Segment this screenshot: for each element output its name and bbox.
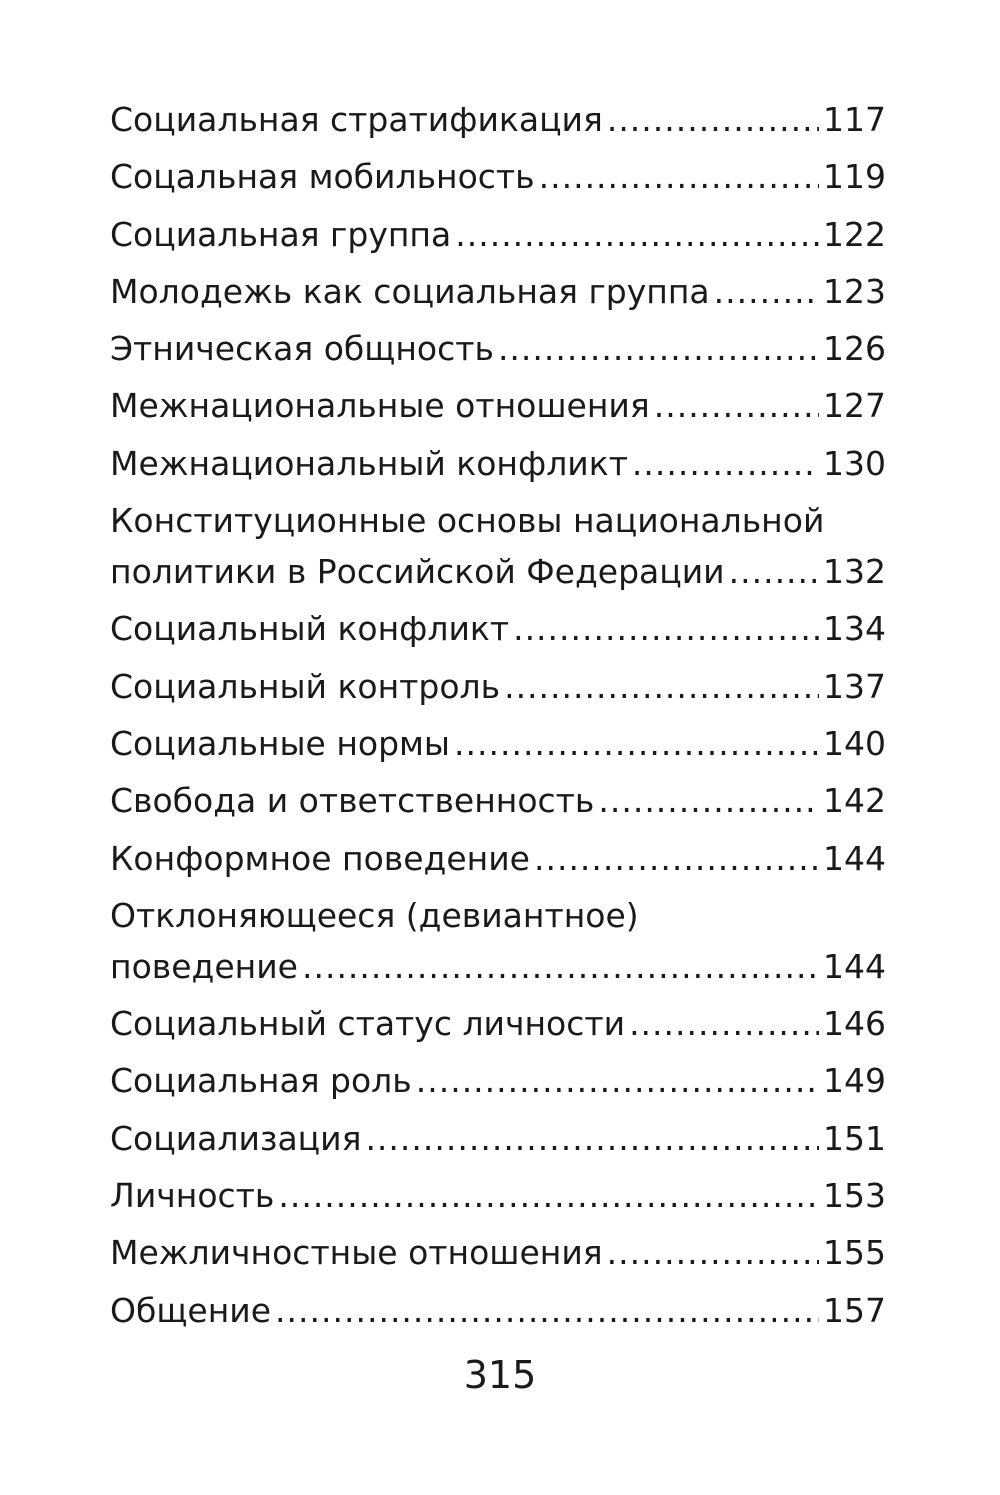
dot-leader xyxy=(607,94,819,145)
dot-leader xyxy=(454,718,819,769)
toc-entry-page: 127 xyxy=(823,386,886,426)
toc-entry xyxy=(110,1113,886,1164)
toc-entry-page: 122 xyxy=(823,214,886,254)
toc-entry-page: 149 xyxy=(823,1061,886,1101)
toc-entry-title-line-2: политики в Российской Федерации xyxy=(110,552,725,592)
dot-leader xyxy=(729,546,819,597)
toc-entry xyxy=(110,380,886,431)
toc-entry-page: 140 xyxy=(823,723,886,763)
dot-leader xyxy=(607,1227,819,1278)
toc-entry-page: 146 xyxy=(823,1004,886,1044)
dot-leader xyxy=(654,380,819,431)
toc-entry-title-line-2: поведение xyxy=(110,946,298,986)
dot-leader xyxy=(513,603,819,654)
page-number: 315 xyxy=(463,1353,537,1397)
toc-entry xyxy=(110,1055,886,1106)
toc-entry-page: 117 xyxy=(823,100,886,139)
toc-entry-page: 144 xyxy=(823,946,886,986)
dot-leader xyxy=(416,1055,819,1106)
toc-entry xyxy=(110,718,886,769)
toc-entry xyxy=(110,890,886,992)
dot-leader xyxy=(534,833,819,884)
toc-entry-page: 126 xyxy=(823,329,886,369)
toc-entry xyxy=(110,998,886,1049)
toc-entry xyxy=(110,833,886,884)
toc-entry-title: Социальная группа xyxy=(110,214,452,254)
toc-entry-title: Конформное поведение xyxy=(110,838,530,878)
dot-leader xyxy=(629,998,819,1049)
toc-entry-last-line xyxy=(110,941,886,992)
dot-leader xyxy=(302,941,819,992)
toc-entry-title: Социальные нормы xyxy=(110,723,450,763)
toc-entry xyxy=(110,323,886,374)
toc-entry xyxy=(110,94,886,145)
toc-entry xyxy=(110,495,886,597)
dot-leader xyxy=(598,775,819,826)
toc-entry xyxy=(110,266,886,317)
dot-leader xyxy=(539,151,819,202)
toc-entry-title: Социальный контроль xyxy=(110,666,501,706)
toc-entry-title: Межличностные отношения xyxy=(110,1233,603,1273)
toc-entry-title-line-1: Конституционные основы национальной xyxy=(110,501,825,541)
toc-entry-title: Соцальная мобильность xyxy=(110,157,535,197)
toc-entry-page: 151 xyxy=(823,1118,886,1158)
toc-entry xyxy=(110,151,886,202)
table-of-contents xyxy=(110,94,886,1342)
dot-leader xyxy=(455,209,819,260)
toc-entry xyxy=(110,438,886,489)
toc-entry xyxy=(110,661,886,712)
toc-entry-page: 123 xyxy=(823,271,886,311)
toc-entry-page: 142 xyxy=(823,781,886,821)
toc-entry xyxy=(110,775,886,826)
dot-leader xyxy=(632,438,819,489)
toc-entry xyxy=(110,1285,886,1336)
toc-entry xyxy=(110,209,886,260)
toc-entry-title: Общение xyxy=(110,1290,272,1330)
dot-leader xyxy=(504,661,819,712)
toc-entry-last-line xyxy=(110,546,886,597)
toc-entry-title: Социальная стратификация xyxy=(110,100,603,139)
toc-entry-title: Социальный конфликт xyxy=(110,609,510,649)
toc-entry-page: 119 xyxy=(823,157,886,197)
toc-entry-page: 130 xyxy=(823,443,886,483)
toc-entry-title: Социализация xyxy=(110,1118,362,1158)
toc-entry-page: 153 xyxy=(823,1176,886,1216)
toc-entry-page: 144 xyxy=(823,838,886,878)
toc-entry xyxy=(110,603,886,654)
toc-entry-title: Межнациональный конфликт xyxy=(110,443,628,483)
toc-entry-page: 157 xyxy=(823,1290,886,1330)
toc-entry-title: Личность xyxy=(110,1176,275,1216)
toc-entry-page: 134 xyxy=(823,609,886,649)
toc-entry-title: Этническая общность xyxy=(110,329,494,369)
dot-leader xyxy=(714,266,819,317)
dot-leader xyxy=(275,1285,819,1336)
toc-entry-title: Социальная роль xyxy=(110,1061,412,1101)
toc-entry xyxy=(110,1227,886,1278)
toc-entry xyxy=(110,1170,886,1221)
dot-leader xyxy=(278,1170,819,1221)
toc-entry-page: 132 xyxy=(823,552,886,592)
toc-entry-title: Межнациональные отношения xyxy=(110,386,650,426)
toc-entry-page: 137 xyxy=(823,666,886,706)
toc-entry-page: 155 xyxy=(823,1233,886,1273)
toc-entry-title: Свобода и ответственность xyxy=(110,781,595,821)
toc-entry-title: Молодежь как социальная группа xyxy=(110,271,710,311)
toc-entry-title-line-1: Отклоняющееся (девиантное) xyxy=(110,895,639,935)
dot-leader xyxy=(365,1113,819,1164)
dot-leader xyxy=(498,323,819,374)
toc-entry-title: Социальный статус личности xyxy=(110,1004,626,1044)
